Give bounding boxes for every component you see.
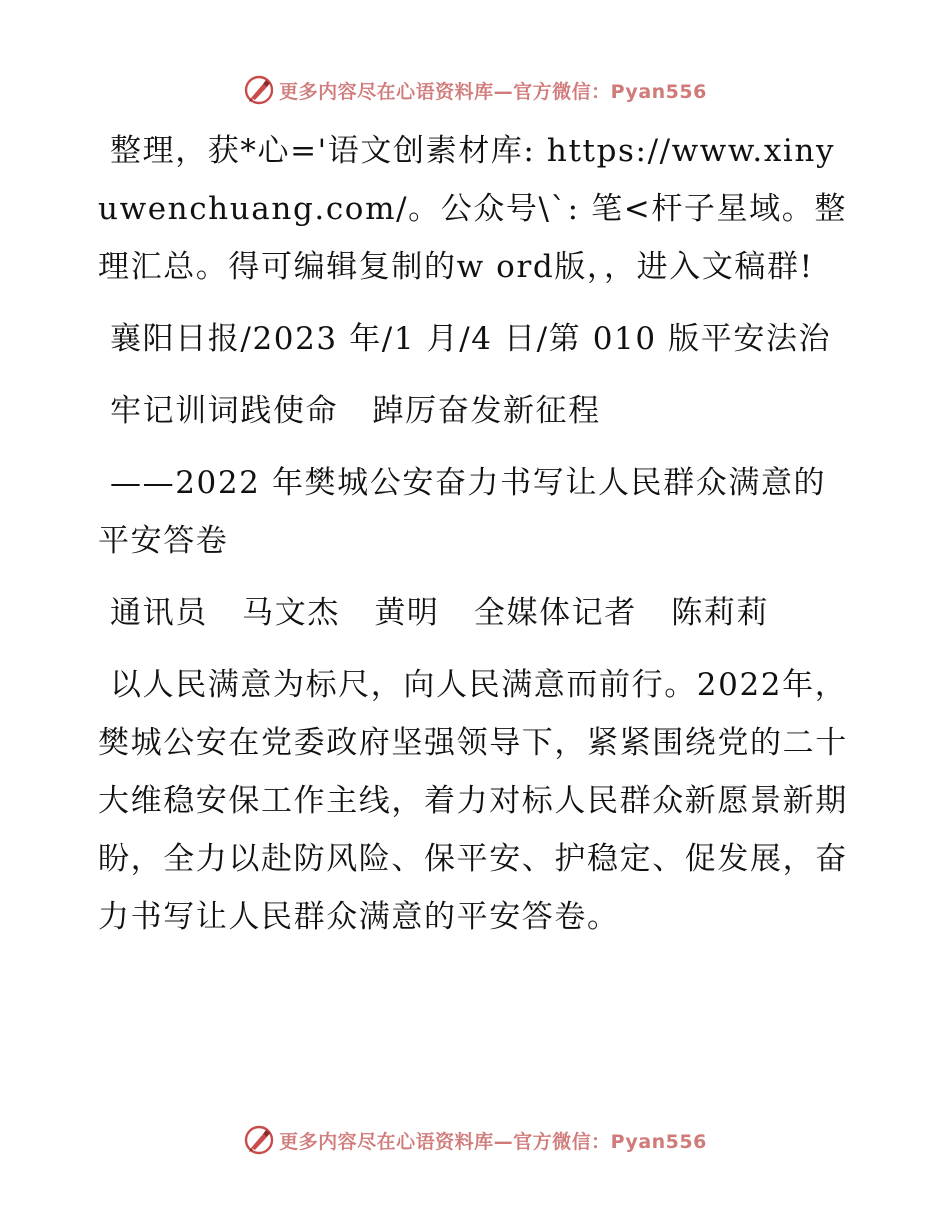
watermark-text: 更多内容尽在心语资料库—官方微信：Pyan556	[279, 80, 707, 103]
byline: 通讯员 马文杰 黄明 全媒体记者 陈莉莉	[110, 595, 770, 631]
header-watermark-inner	[243, 74, 707, 106]
pen-logo-icon	[243, 1124, 275, 1156]
source-note-paragraph: 整理，获*心='语文创素材库: https://www.xinyuwenchuang.com/。公众号\`: 笔<杆子星域。整理汇总。得可编辑复制的w ord版，，进入文稿群!	[98, 133, 847, 285]
pen-logo-icon	[243, 74, 275, 106]
article-subtitle: ——2022 年樊城公安奋力书写让人民群众满意的平安答卷	[98, 465, 827, 559]
footer-watermark	[0, 1120, 950, 1160]
document-body	[98, 122, 850, 946]
publication-info: 襄阳日报/2023 年/1 月/4 日/第 010 版平安法治	[110, 321, 832, 357]
article-title: 牢记训词践使命 踔厉奋发新征程	[110, 393, 601, 429]
watermark-text: 更多内容尽在心语资料库—官方微信：Pyan556	[279, 1130, 707, 1153]
footer-watermark-inner	[243, 1124, 707, 1156]
body-paragraph: 以人民满意为标尺，向人民满意而前行。2022年，樊城公安在党委政府坚强领导下，紧紧围绕党的二十大维稳安保工作主线，着力对标人民群众新愿景新期盼，全力以赴防风险、保平安、护稳定、促发展，奋力书写让人民群众满意的平安答卷。	[98, 667, 848, 935]
header-watermark	[0, 70, 950, 110]
